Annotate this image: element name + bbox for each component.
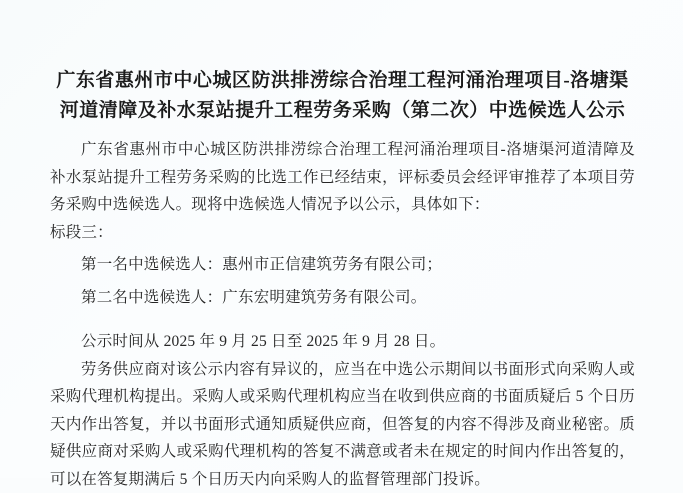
document-paragraph: 标段三： xyxy=(50,219,635,247)
document-paragraph: 劳务供应商对该公示内容有异议的，应当在中选公示期间以书面形式向采购人或采购代理机构提出。采购人或采购代理机构应当在收到供应商的书面质疑后 5 个日历天内作出答复，并以书面形式通知质疑供应商，但答复的内容不得涉及商业秘密。质疑供应商对采购人或采购代理机构的答复不满意或者未在规定的时间内作出答复的，可以在答复期满后 5 个日历天内向采购人的监督管理部门投诉。 xyxy=(50,356,635,493)
document-title: 广东省惠州市中心城区防洪排涝综合治理工程河涌治理项目-洛塘渠河道清障及补水泵站提升工程劳务采购（第二次）中选候选人公示 xyxy=(50,66,635,126)
document-paragraph: 公示时间从 2025 年 9 月 25 日至 2025 年 9 月 28 日。 xyxy=(50,328,635,356)
document-paragraph: 广东省惠州市中心城区防洪排涝综合治理工程河涌治理项目-洛塘渠河道清障及补水泵站提升工程劳务采购的比选工作已经结束，评标委员会经评审推荐了本项目劳务采购中选候选人。现将中选候选人情况予以公示，具体如下： xyxy=(50,136,635,219)
document-paragraph: 第一名中选候选人：惠州市正信建筑劳务有限公司； xyxy=(50,251,635,279)
document-paragraph: 第二名中选候选人：广东宏明建筑劳务有限公司。 xyxy=(50,284,635,312)
document-body xyxy=(50,136,635,493)
